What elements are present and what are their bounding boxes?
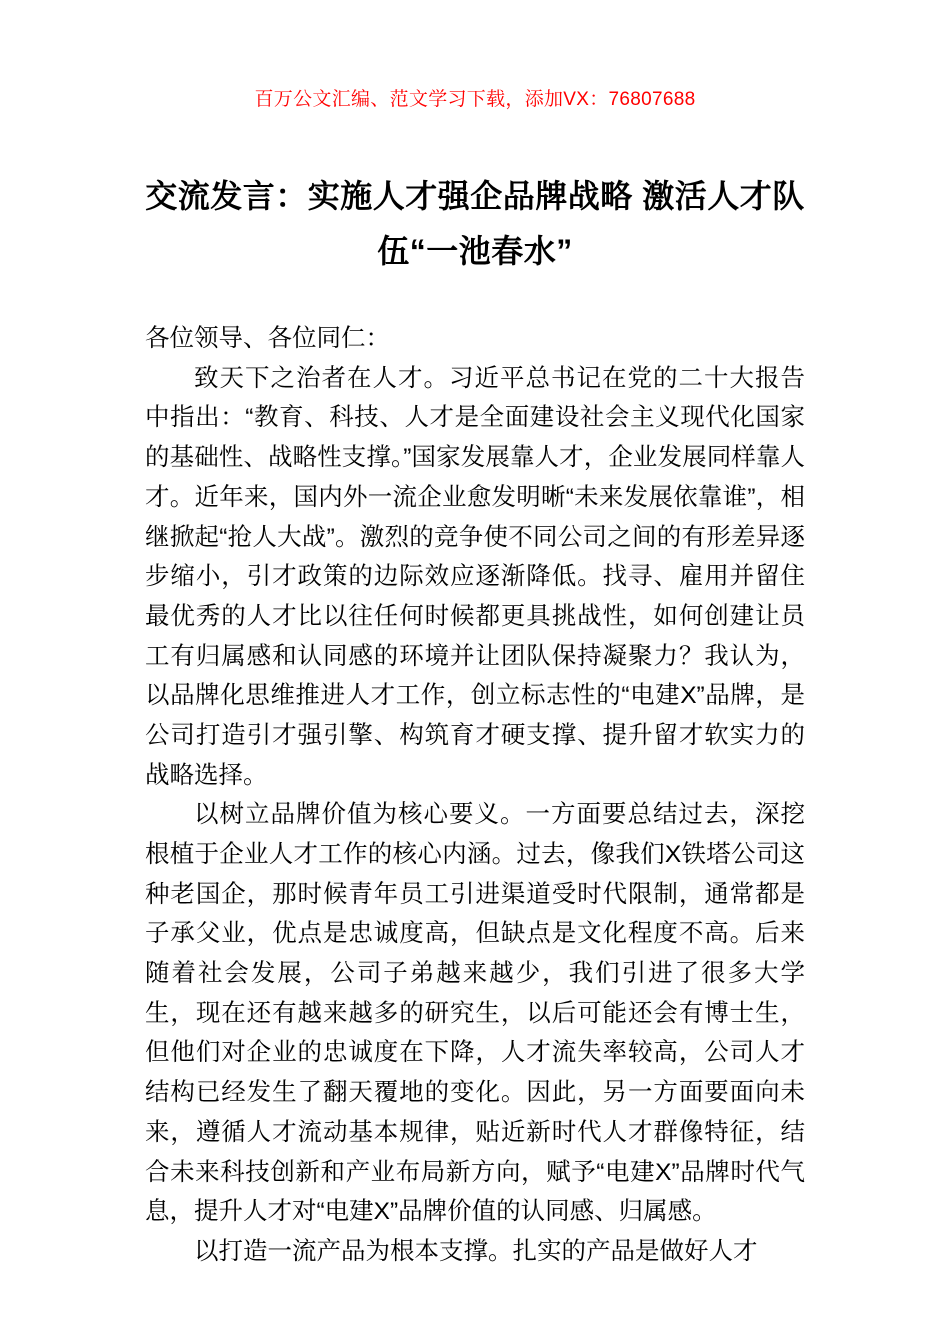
paragraph-1: 致天下之治者在人才。习近平总书记在党的二十大报告中指出：“教育、科技、人才是全面建设社会主义现代化国家的基础性、战略性支撑。”国家发展靠人才，企业发展同样靠人才。近年来，国内外一流企业愈发明晰“未来发展依靠谁”，相继掀起“抢人大战”。激烈的竞争使不同公司之间的有形差异逐步缩小，引才政策的边际效应逐渐降低。找寻、雇用并留住最优秀的人才比以往任何时候都更具挑战性，如何创建让员工有归属感和认同感的环境并让团队保持凝聚力？我认为，以品牌化思维推进人才工作，创立标志性的“电建X”品牌，是公司打造引才强引擎、构筑育才硬支撑、提升留才软实力的战略选择。 [145, 364, 805, 789]
document-body [145, 319, 805, 1272]
watermark-text: 百万公文汇编、范文学习下载，添加VX：76807688 [254, 89, 696, 110]
paragraph-salutation: 各位领导、各位同仁： [145, 325, 390, 353]
paragraph-3: 以打造一流产品为根本支撑。扎实的产品是做好人才 [194, 1237, 758, 1265]
page-title: 交流发言：实施人才强企品牌战略 激活人才队伍“一池春水” [145, 178, 805, 270]
paragraph-2: 以树立品牌价值为核心要义。一方面要总结过去，深挖根植于企业人才工作的核心内涵。过去，像我们X铁塔公司这种老国企，那时候青年员工引进渠道受时代限制，通常都是子承父业，优点是忠诚度高，但缺点是文化程度不高。后来随着社会发展，公司子弟越来越少，我们引进了很多大学生，现在还有越来越多的研究生，以后可能还会有博士生，但他们对企业的忠诚度在下降，人才流失率较高，公司人才结构已经发生了翻天覆地的变化。因此，另一方面要面向未来，遵循人才流动基本规律，贴近新时代人才群像特征，结合未来科技创新和产业布局新方向，赋予“电建X”品牌时代气息，提升人才对“电建X”品牌价值的认同感、归属感。 [145, 801, 805, 1226]
